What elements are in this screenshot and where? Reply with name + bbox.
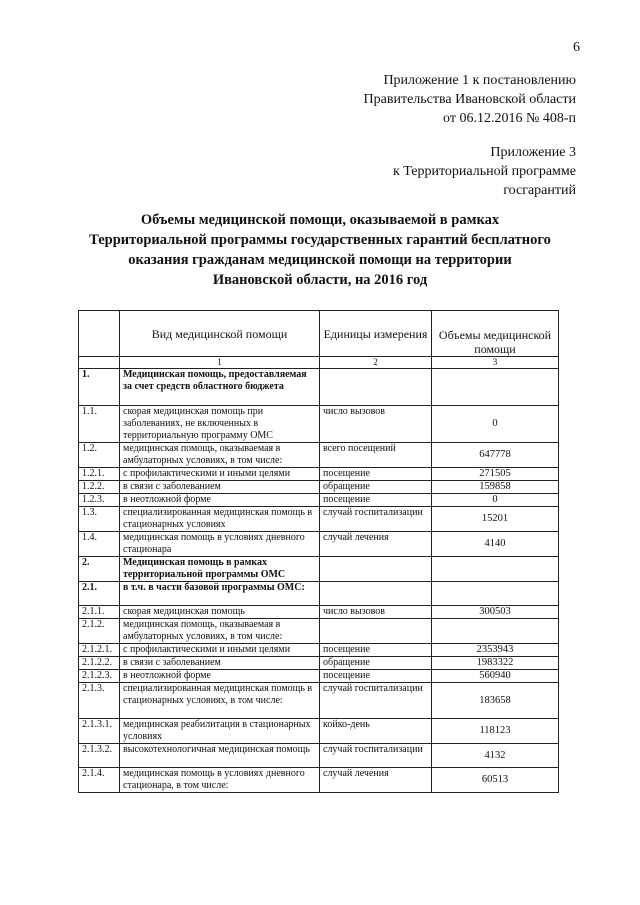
row-code: 2.1.3. xyxy=(79,683,120,719)
row-unit: посещение xyxy=(320,494,432,507)
column-number: 1 xyxy=(120,357,320,369)
row-value xyxy=(432,582,559,606)
table-row xyxy=(79,369,559,406)
header-cell-type: Вид медицинской помощи xyxy=(120,311,320,357)
row-unit xyxy=(320,582,432,606)
table-header-row xyxy=(79,311,559,357)
row-code: 2.1.2.3. xyxy=(79,670,120,683)
row-unit: посещение xyxy=(320,644,432,657)
column-number xyxy=(79,357,120,369)
row-name: скорая медицинская помощь при заболеваниях, не включенных в территориальную программу ОМС xyxy=(120,406,320,443)
row-code: 2.1.3.2. xyxy=(79,744,120,768)
row-value xyxy=(432,619,559,644)
row-unit: случай лечения xyxy=(320,768,432,793)
row-name: с профилактическими и иными целями xyxy=(120,468,320,481)
table-row xyxy=(79,481,559,494)
table-row xyxy=(79,619,559,644)
table-row xyxy=(79,768,559,793)
table-row xyxy=(79,719,559,744)
row-unit: всего посещений xyxy=(320,443,432,468)
row-code: 2.1.2.2. xyxy=(79,657,120,670)
row-code: 1. xyxy=(79,369,120,406)
table-row xyxy=(79,507,559,532)
row-value: 0 xyxy=(432,406,559,443)
table-row xyxy=(79,683,559,719)
table-row xyxy=(79,670,559,683)
row-value: 183658 xyxy=(432,683,559,719)
title-line: оказания гражданам медицинской помощи на территории xyxy=(128,252,512,268)
table-row xyxy=(79,557,559,582)
row-unit: случай госпитализации xyxy=(320,683,432,719)
row-value: 647778 xyxy=(432,443,559,468)
appendix-3-line: к Территориальной программе xyxy=(392,164,576,179)
table-row xyxy=(79,644,559,657)
row-value: 0 xyxy=(432,494,559,507)
table-row xyxy=(79,532,559,557)
row-code: 1.2. xyxy=(79,443,120,468)
row-name: в связи с заболеванием xyxy=(120,657,320,670)
row-name: в т.ч. в части базовой программы ОМС: xyxy=(120,582,320,606)
column-number-row xyxy=(79,357,559,369)
table-row xyxy=(79,443,559,468)
row-value xyxy=(432,557,559,582)
row-name: в связи с заболеванием xyxy=(120,481,320,494)
row-unit: случай госпитализации xyxy=(320,507,432,532)
volumes-table xyxy=(78,310,559,793)
appendix-3-line: госгарантий xyxy=(503,183,576,198)
row-value xyxy=(432,369,559,406)
row-value: 271505 xyxy=(432,468,559,481)
row-code: 2.1.3.1. xyxy=(79,719,120,744)
row-name: специализированная медицинская помощь в стационарных условиях xyxy=(120,507,320,532)
row-value: 15201 xyxy=(432,507,559,532)
row-value: 300503 xyxy=(432,606,559,619)
row-name: медицинская помощь, оказываемая в амбулаторных условиях, в том числе: xyxy=(120,443,320,468)
row-unit: обращение xyxy=(320,657,432,670)
row-name: в неотложной форме xyxy=(120,494,320,507)
row-code: 2. xyxy=(79,557,120,582)
row-code: 2.1. xyxy=(79,582,120,606)
row-name: медицинская помощь в условиях дневного стационара, в том числе: xyxy=(120,768,320,793)
header-cell-code xyxy=(79,311,120,357)
row-unit: посещение xyxy=(320,670,432,683)
row-unit: число вызовов xyxy=(320,406,432,443)
row-unit xyxy=(320,619,432,644)
row-value: 60513 xyxy=(432,768,559,793)
table-row xyxy=(79,606,559,619)
row-unit: посещение xyxy=(320,468,432,481)
row-value: 1983322 xyxy=(432,657,559,670)
row-code: 2.1.2. xyxy=(79,619,120,644)
row-code: 1.3. xyxy=(79,507,120,532)
row-code: 2.1.2.1. xyxy=(79,644,120,657)
table-row xyxy=(79,406,559,443)
row-code: 2.1.1. xyxy=(79,606,120,619)
document-title xyxy=(70,210,570,290)
appendix-1-line: Правительства Ивановской области xyxy=(363,92,576,107)
row-unit: число вызовов xyxy=(320,606,432,619)
row-name: специализированная медицинская помощь в стационарных условиях, в том числе: xyxy=(120,683,320,719)
row-unit: обращение xyxy=(320,481,432,494)
title-line: Ивановской области, на 2016 год xyxy=(212,272,428,288)
row-code: 1.2.2. xyxy=(79,481,120,494)
page-number: 6 xyxy=(573,40,580,55)
row-name: в неотложной форме xyxy=(120,670,320,683)
column-number: 2 xyxy=(320,357,432,369)
header-cell-unit: Единицы измерения xyxy=(320,311,432,357)
row-code: 1.4. xyxy=(79,532,120,557)
appendix-1-line: от 06.12.2016 № 408-п xyxy=(443,111,576,126)
row-value: 159858 xyxy=(432,481,559,494)
row-name: высокотехнологичная медицинская помощь xyxy=(120,744,320,768)
table-row xyxy=(79,494,559,507)
row-name: с профилактическими и иными целями xyxy=(120,644,320,657)
row-value: 2353943 xyxy=(432,644,559,657)
appendix-3-block xyxy=(393,143,576,200)
row-name: Медицинская помощь в рамках территориальной программы ОМС xyxy=(120,557,320,582)
title-line: Территориальной программы государственных гарантий бесплатного xyxy=(89,232,551,248)
column-number: 3 xyxy=(432,357,559,369)
row-unit: койко-день xyxy=(320,719,432,744)
table-row xyxy=(79,468,559,481)
row-name: Медицинская помощь, предоставляемая за счет средств областного бюджета xyxy=(120,369,320,406)
row-value: 118123 xyxy=(432,719,559,744)
row-unit: случай госпитализации xyxy=(320,744,432,768)
row-name: медицинская реабилитация в стационарных условиях xyxy=(120,719,320,744)
row-code: 2.1.4. xyxy=(79,768,120,793)
row-name: скорая медицинская помощь xyxy=(120,606,320,619)
title-line: Объемы медицинской помощи, оказываемой в рамках xyxy=(140,212,500,228)
appendix-1-block xyxy=(364,71,576,128)
appendix-1-line: Приложение 1 к постановлению xyxy=(383,73,576,88)
table-row xyxy=(79,657,559,670)
row-code: 1.1. xyxy=(79,406,120,443)
header-cell-volume: Объемы медицинской помощи xyxy=(432,311,559,357)
row-unit: случай лечения xyxy=(320,532,432,557)
row-unit xyxy=(320,557,432,582)
row-name: медицинская помощь в условиях дневного стационара xyxy=(120,532,320,557)
row-value: 4140 xyxy=(432,532,559,557)
table-row xyxy=(79,582,559,606)
appendix-3-line: Приложение 3 xyxy=(490,145,576,160)
row-unit xyxy=(320,369,432,406)
row-value: 4132 xyxy=(432,744,559,768)
table-row xyxy=(79,744,559,768)
row-value: 560940 xyxy=(432,670,559,683)
row-code: 1.2.1. xyxy=(79,468,120,481)
row-code: 1.2.3. xyxy=(79,494,120,507)
row-name: медицинская помощь, оказываемая в амбулаторных условиях, в том числе: xyxy=(120,619,320,644)
